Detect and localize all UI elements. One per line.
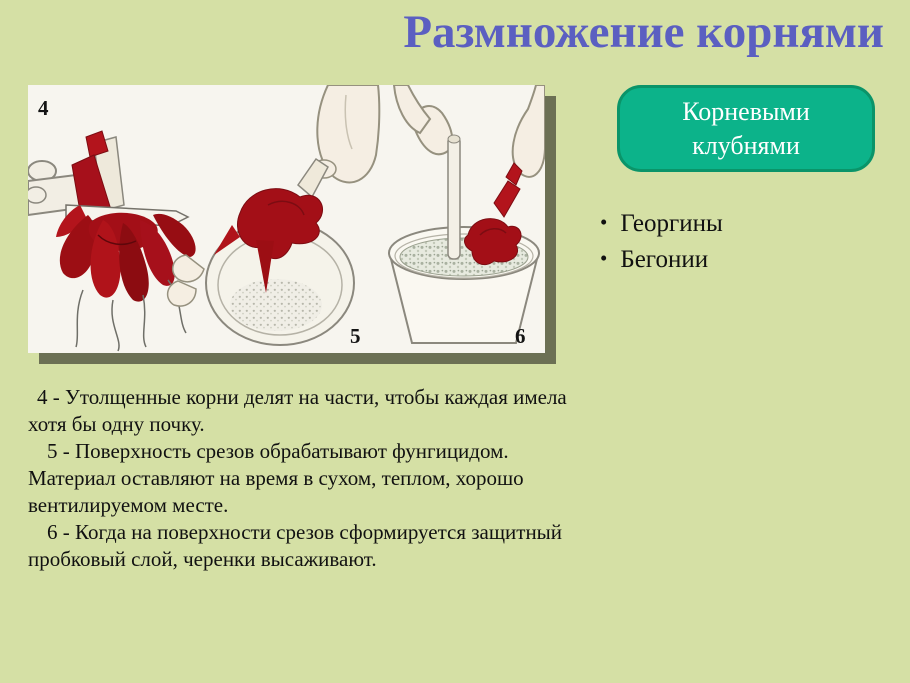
- list-item: [600, 242, 723, 278]
- step-4-text: 4 - Утолщенные корни делят на части, чтобы каждая имела хотя бы одну почку.: [28, 385, 567, 436]
- root-tubers-button[interactable]: [617, 85, 875, 172]
- list-item-label: Георгины: [620, 210, 723, 237]
- bullet-icon: •: [600, 246, 608, 270]
- root-division-illustration: [28, 85, 545, 353]
- steps-description: [28, 384, 580, 573]
- step-6-text: 6 - Когда на поверхности срезов сформируется защитный пробковый слой, черенки высаживают.: [28, 520, 563, 571]
- panel-label-4: 4: [38, 96, 49, 120]
- step-5-text: 5 - Поверхность срезов обрабатывают фунгицидом. Материал оставляют на время в сухом, теплом, хорошо вентилируемом месте.: [28, 439, 524, 517]
- page-title: Размножение корнями: [403, 6, 884, 58]
- root-tubers-button-label-line2: клубнями: [692, 130, 800, 160]
- plant-examples-list: [600, 206, 723, 278]
- bullet-icon: •: [600, 210, 608, 234]
- panel-label-6: 6: [515, 324, 526, 348]
- list-item: [600, 206, 723, 242]
- propagation-steps-figure: [28, 85, 545, 353]
- panel-label-5: 5: [350, 324, 361, 348]
- root-tubers-button-label-line1: Корневыми: [682, 96, 810, 126]
- list-item-label: Бегонии: [620, 246, 709, 273]
